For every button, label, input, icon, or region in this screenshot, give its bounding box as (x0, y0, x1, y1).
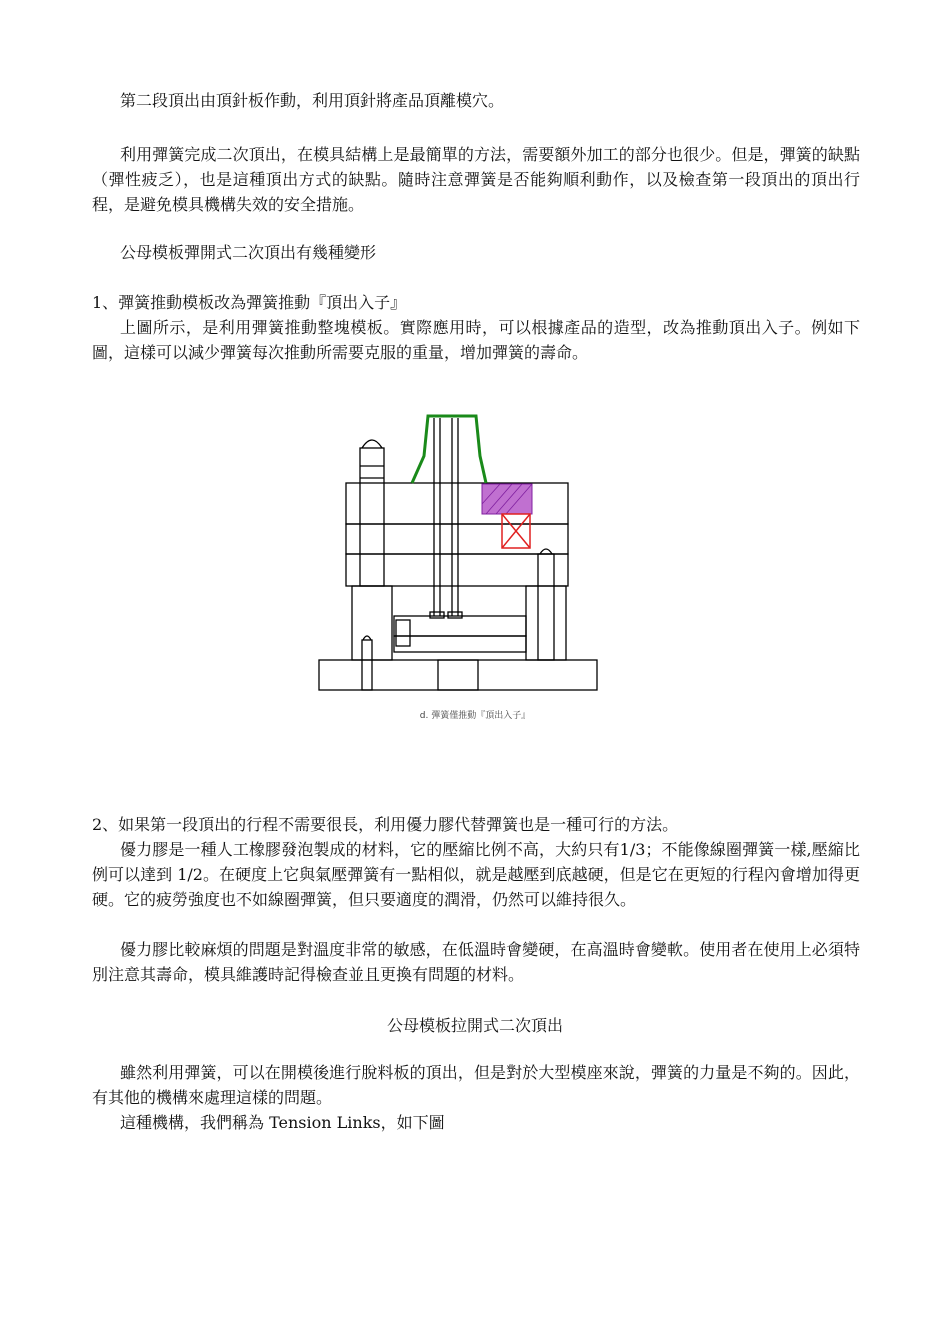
product-outline (412, 416, 486, 483)
right-rail (526, 586, 566, 660)
a-plate (346, 483, 568, 524)
paragraph-1: 第二段頂出由頂針板作動，利用頂針將產品頂離模穴。 (120, 91, 505, 110)
paragraph-2: 利用彈簧完成二次頂出，在模具結構上是最簡單的方法，需要額外加工的部分也很少。但是，彈簧的缺點（彈性疲乏），也是這種頂出方式的缺點。隨時注意彈簧是否能夠順利動作，以及檢查第一段頂出的頂出行程，是避免模具機構失效的安全措施。 (92, 145, 860, 214)
sprue-bushing (438, 660, 478, 690)
section-heading: 公母模板拉開式二次頂出 (386, 1016, 563, 1035)
figure-caption: d. 彈簧僅推動『頂出入子』 (419, 711, 531, 721)
mold-figure (316, 408, 600, 698)
ejector-plate-bottom (394, 636, 526, 652)
item-1-title: 1、彈簧推動模板改為彈簧推動『頂出入子』 (92, 293, 407, 312)
item-1-body: 上圖所示，是利用彈簧推動整塊模板。實際應用時，可以根據產品的造型，改為推動頂出入子。例如下圖，這樣可以減少彈簧每次推動所需要克服的重量，增加彈簧的壽命。 (92, 318, 860, 362)
paragraph-6: 雖然利用彈簧，可以在開模後進行脫料板的頂出，但是對於大型模座來說，彈簧的力量是不夠的。因此，有其他的機構來處理這樣的問題。 (92, 1063, 860, 1107)
item-2-body-1: 優力膠是一種人工橡膠發泡製成的材料，它的壓縮比例不高，大約只有1/3；不能像線圈彈簧一樣,壓縮比例可以達到 1/2。在硬度上它與氣壓彈簧有一點相似，就是越壓到底越硬，但是它在更短的行程內會增加得更硬。它的疲勞強度也不如線圈彈簧，但只要適度的潤滑，仍然可以維持很久。 (92, 840, 860, 909)
support-plate (346, 554, 568, 586)
paragraph-7: 這種機構，我們稱為 Tension Links，如下圖 (120, 1113, 445, 1132)
paragraph-3: 公母模板彈開式二次頂出有幾種變形 (120, 243, 377, 262)
b-plate (346, 524, 568, 554)
item-2-title: 2、如果第一段頂出的行程不需要很長，利用優力膠代替彈簧也是一種可行的方法。 (92, 815, 679, 834)
bottom-clamp-plate (319, 660, 597, 690)
ejector-plate-top (394, 616, 526, 636)
item-2-body-2: 優力膠比較麻煩的問題是對溫度非常的敏感，在低溫時會變硬，在高溫時會變軟。使用者在使用上必須特別注意其壽命，模具維護時記得檢查並且更換有問題的材料。 (92, 940, 860, 984)
guide-pin-left (360, 448, 384, 586)
